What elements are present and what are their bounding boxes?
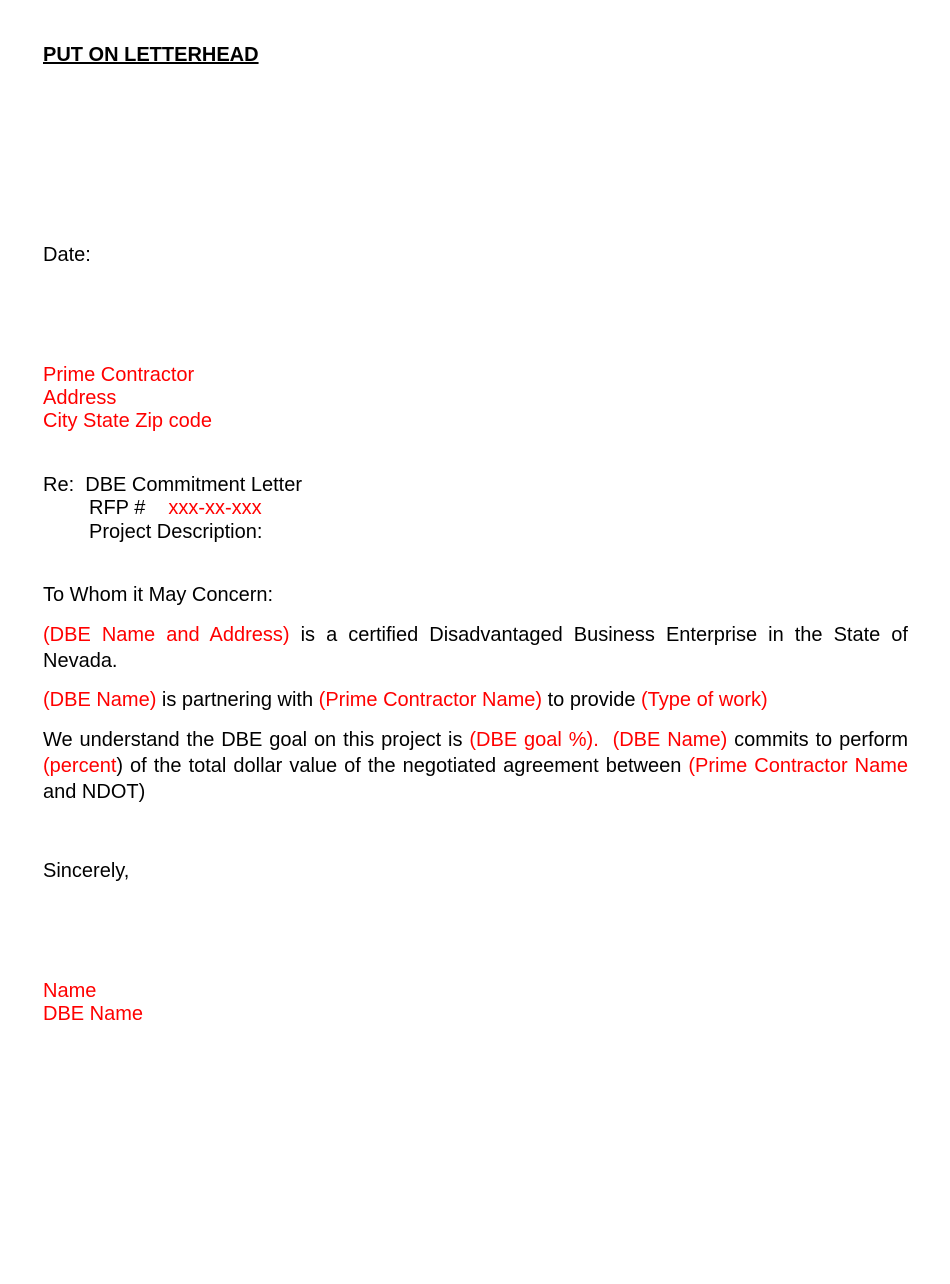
provide-text: to provide	[542, 689, 641, 711]
dbe-name-address-placeholder: (DBE Name and Address)	[43, 624, 290, 646]
signature-dbe-name: DBE Name	[43, 1003, 144, 1025]
recipient-city-state-zip: City State Zip code	[43, 410, 212, 432]
re-subject: DBE Commitment Letter	[85, 474, 302, 496]
type-of-work-placeholder: (Type of work)	[641, 689, 768, 711]
paragraph-goal	[43, 727, 908, 805]
dbe-name-placeholder: (DBE Name)	[43, 689, 157, 711]
date-label: Date:	[43, 244, 91, 266]
partnering-text: is partnering with	[156, 689, 319, 711]
commits-text: commits to perform	[727, 729, 908, 751]
certification-text: is a certified Disadvantaged Business Enterprise in the State of Nevada.	[43, 624, 908, 672]
re-label: Re:	[43, 474, 75, 496]
paragraph-partnership	[43, 687, 908, 713]
goal-text-intro: We understand the DBE goal on this project is	[43, 729, 470, 751]
salutation: To Whom it May Concern:	[43, 584, 274, 606]
closing: Sincerely,	[43, 860, 130, 882]
percent-placeholder: (percent	[43, 755, 117, 777]
rfp-label: RFP #	[89, 497, 146, 519]
signature-name: Name	[43, 980, 97, 1002]
recipient-name: Prime Contractor	[43, 364, 195, 386]
re-line	[43, 474, 302, 497]
recipient-address: Address	[43, 387, 117, 409]
rfp-line	[89, 497, 262, 520]
agreement-text: ) of the total dollar value of the negotiated agreement between	[116, 755, 689, 777]
paragraph-certification	[43, 622, 908, 674]
ndot-text: and NDOT)	[43, 781, 146, 803]
rfp-number: xxx-xx-xxx	[168, 497, 262, 519]
letterhead-instruction: PUT ON LETTERHEAD	[43, 44, 259, 66]
prime-contractor-name-placeholder: (Prime Contractor Name)	[318, 689, 543, 711]
prime-contractor-name-placeholder-2: (Prime Contractor Name	[688, 755, 908, 777]
dbe-goal-placeholder: (DBE goal %).	[469, 729, 599, 751]
dbe-name-placeholder-2: (DBE Name)	[612, 729, 728, 751]
project-description-label: Project Description:	[89, 521, 263, 543]
